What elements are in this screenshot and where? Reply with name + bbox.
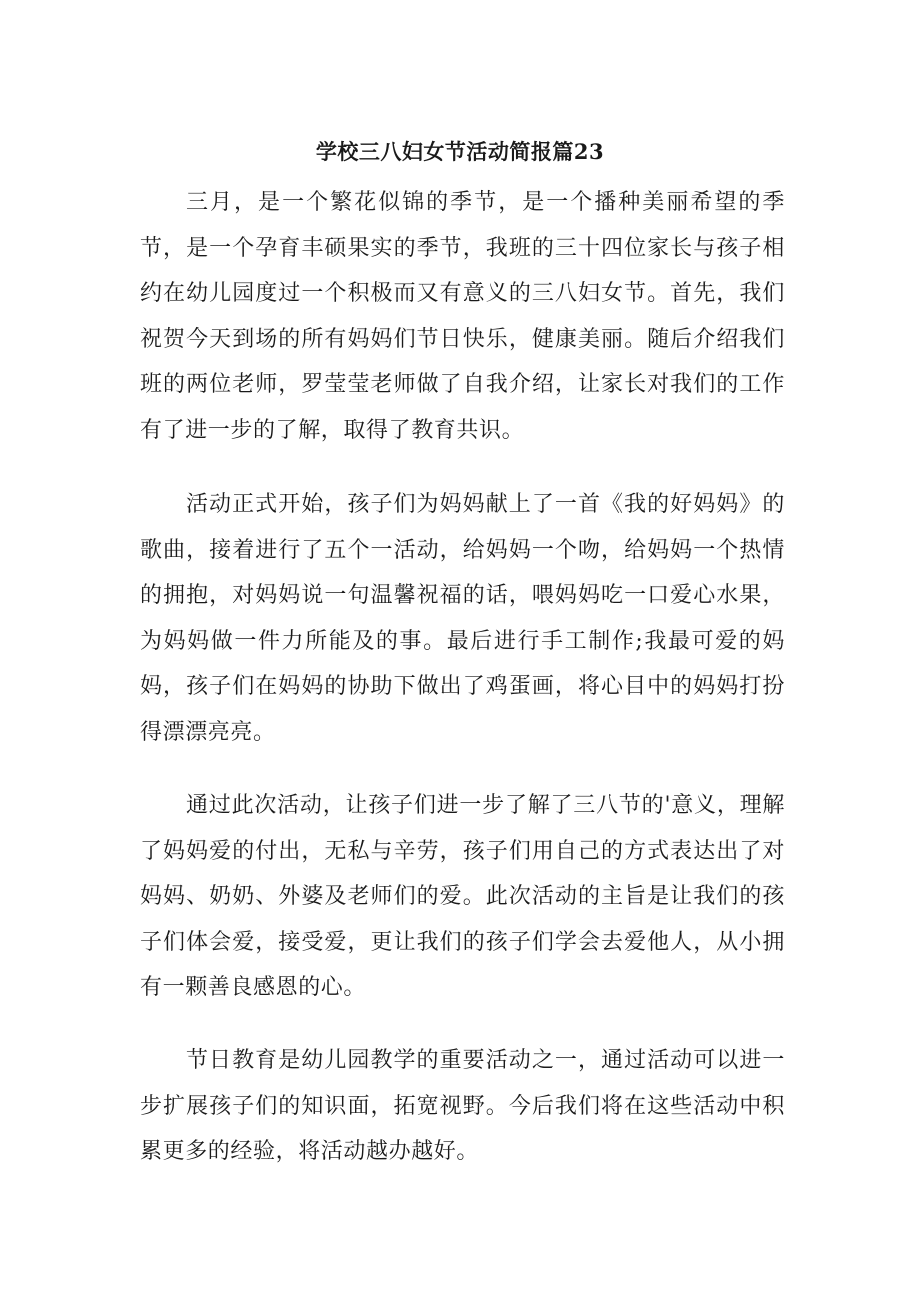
paragraph-activities: 活动正式开始，孩子们为妈妈献上了一首《我的好妈妈》的歌曲，接着进行了五个一活动，给妈妈一个吻，给妈妈一个热情的拥抱，对妈妈说一句温馨祝福的话，喂妈妈吃一口爱心水果，为妈妈做一件力所能及的事。最后进行手工制作;我最可爱的妈妈，孩子们在妈妈的协助下做出了鸡蛋画，将心目中的妈妈打扮得漂漂亮亮。 bbox=[140, 492, 785, 745]
paragraph-conclusion: 节日教育是幼儿园教学的重要活动之一，通过活动可以进一步扩展孩子们的知识面，拓宽视野。今后我们将在这些活动中积累更多的经验，将活动越办越好。 bbox=[140, 1048, 785, 1164]
paragraph-opening: 三月，是一个繁花似锦的季节，是一个播种美丽希望的季节，是一个孕育丰硕果实的季节，我班的三十四位家长与孩子相约在幼儿园度过一个积极而又有意义的三八妇女节。首先，我们祝贺今天到场的所有妈妈们节日快乐，健康美丽。随后介绍我们班的两位老师，罗莹莹老师做了自我介绍，让家长对我们的工作有了进一步的了解，取得了教育共识。 bbox=[140, 190, 785, 443]
paragraph-significance: 通过此次活动，让孩子们进一步了解了三八节的'意义，理解了妈妈爱的付出，无私与辛劳，孩子们用自己的方式表达出了对妈妈、奶奶、外婆及老师们的爱。此次活动的主旨是让我们的孩子们体会爱，接受爱，更让我们的孩子们学会去爱他人，从小拥有一颗善良感恩的心。 bbox=[140, 793, 785, 1000]
document-title: 学校三八妇女节活动简报篇23 bbox=[315, 139, 605, 164]
